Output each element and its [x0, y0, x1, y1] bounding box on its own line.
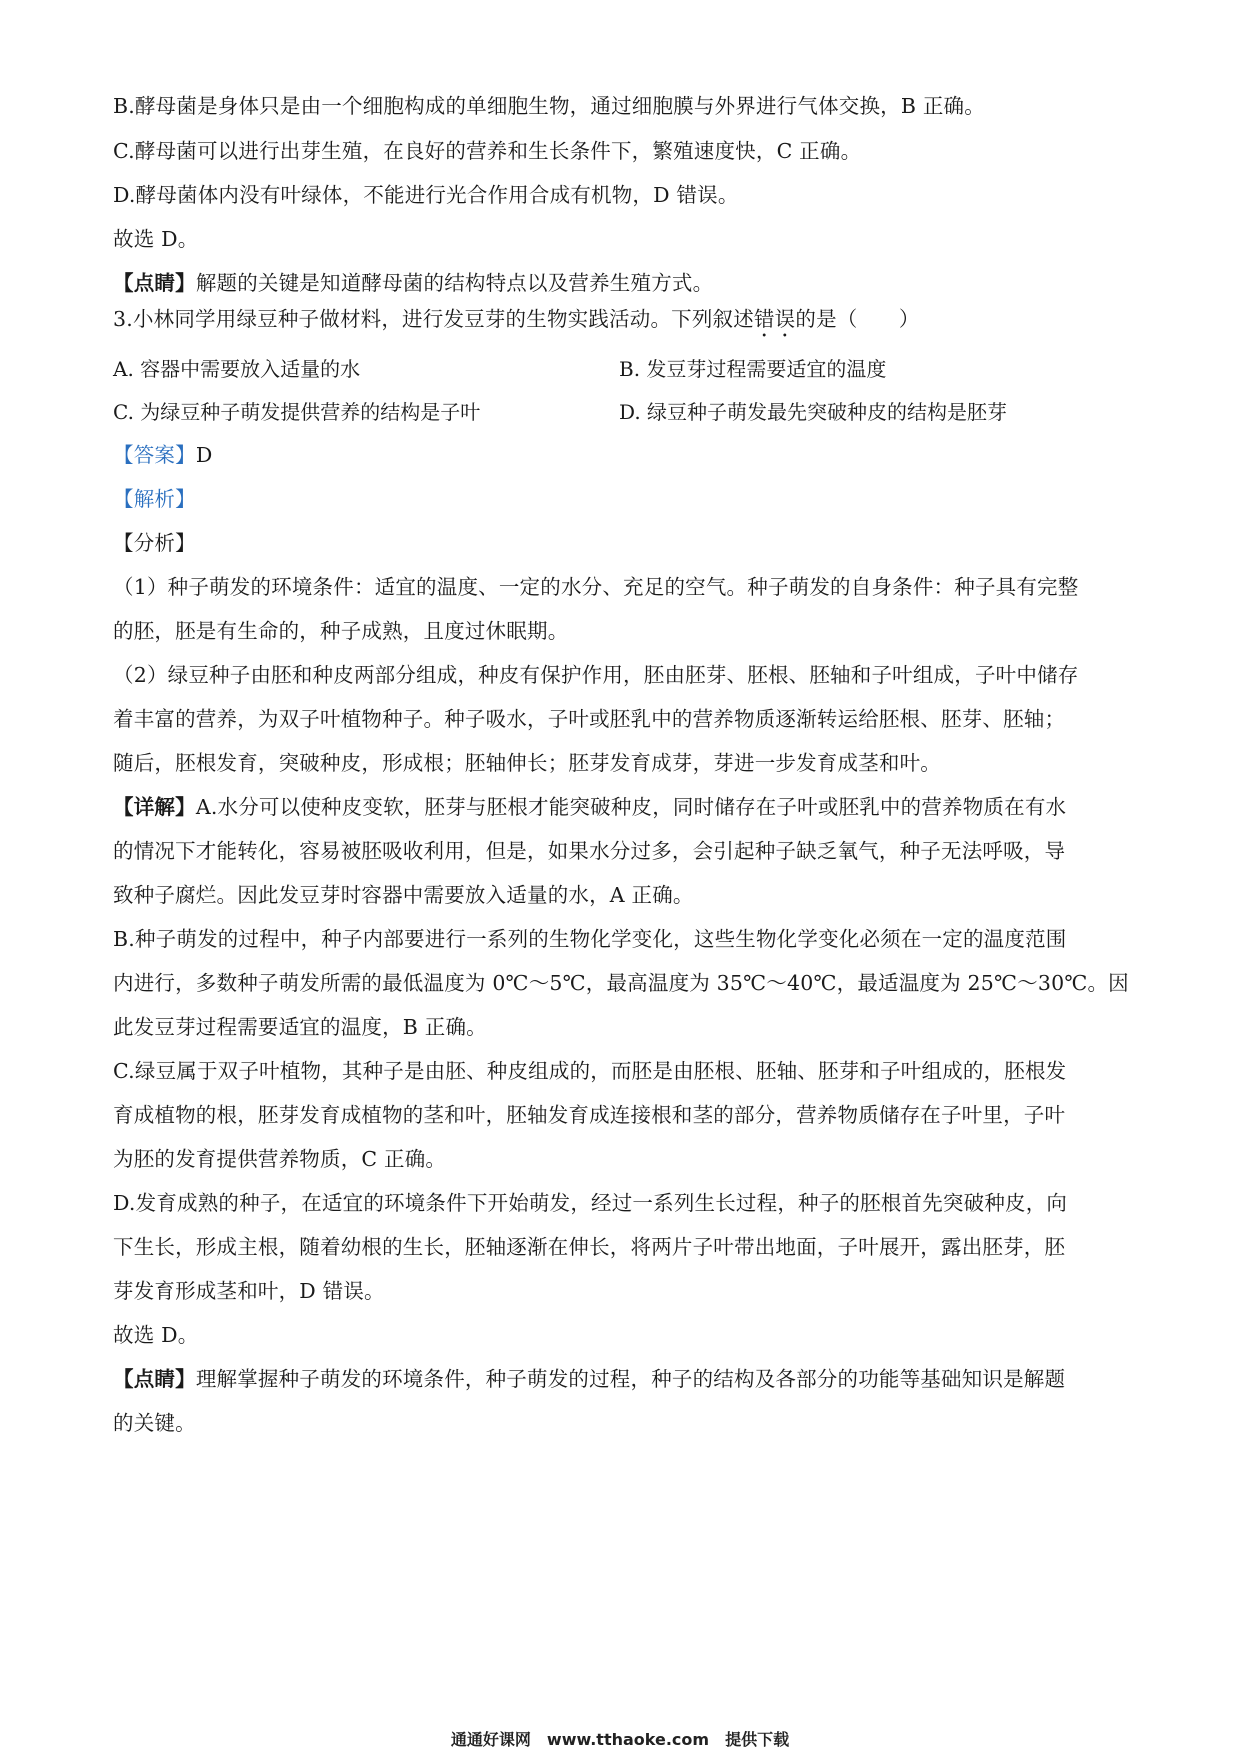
answer-value: D: [195, 443, 213, 467]
detail-conclusion: 故选 D。: [113, 1323, 199, 1347]
option-c: C. 为绿豆种子萌发提供营养的结构是子叶: [113, 400, 481, 424]
option-d: D. 绿豆种子萌发最先突破种皮的结构是胚芽: [619, 400, 1008, 424]
analysis-p2-line2: 着丰富的营养，为双子叶植物种子。种子吸水，子叶或胚乳中的营养物质逐渐转运给胚根、胚芽、胚轴；: [113, 707, 1066, 731]
detail-d-line3: 芽发育形成茎和叶，D 错误。: [113, 1279, 385, 1303]
detail-a-text1: A.水分可以使种皮变软，胚芽与胚根才能突破种皮，同时储存在子叶或胚乳中的营养物质在有水: [195, 795, 1067, 819]
option-b-explanation: B.酵母菌是身体只是由一个细胞构成的单细胞生物，通过细胞膜与外界进行气体交换，B 正确。: [113, 94, 985, 118]
analysis-p1-line1: （1）种子萌发的环境条件：适宜的温度、一定的水分、充足的空气。种子萌发的自身条件：种子具有完整: [113, 575, 1079, 599]
detail-a-line3: 致种子腐烂。因此发豆芽时容器中需要放入适量的水，A 正确。: [113, 883, 694, 907]
detail-c-line1: C.绿豆属于双子叶植物，其种子是由胚、种皮组成的，而胚是由胚根、胚轴、胚芽和子叶组成的，胚根发: [113, 1059, 1067, 1083]
analysis-p2-line3: 随后，胚根发育，突破种皮，形成根；胚轴伸长；胚芽发育成芽，芽进一步发育成茎和叶。: [113, 751, 941, 775]
question-3-stem: [113, 305, 920, 342]
analysis-p1-line2: 的胚，胚是有生命的，种子成熟，且度过休眠期。: [113, 619, 569, 643]
option-b: B. 发豆芽过程需要适宜的温度: [619, 357, 887, 381]
option-a: A. 容器中需要放入适量的水: [113, 357, 361, 381]
detail-d-line2: 下生长，形成主根，随着幼根的生长，胚轴逐渐在伸长，将两片子叶带出地面，子叶展开，露出胚芽，胚: [113, 1235, 1066, 1259]
question-3-emphasis: 错误: [753, 307, 796, 331]
detail-c-line3: 为胚的发育提供营养物质，C 正确。: [113, 1147, 447, 1171]
detail-d-line1: D.发育成熟的种子，在适宜的环境条件下开始萌发，经过一系列生长过程，种子的胚根首先突破种皮，向: [113, 1191, 1068, 1215]
jiexi-heading: 【解析】: [113, 487, 196, 511]
detail-b-line3: 此发豆芽过程需要适宜的温度，B 正确。: [113, 1015, 487, 1039]
answer-tag: 【答案】: [113, 443, 196, 467]
detail-c-line2: 育成植物的根，胚芽发育成植物的茎和叶，胚轴发育成连接根和茎的部分，营养物质储存在子叶里，子叶: [113, 1103, 1066, 1127]
detail-b-line2: 内进行，多数种子萌发所需的最低温度为 0℃～5℃，最高温度为 35℃～40℃，最适温度为 25℃～30℃。因: [113, 971, 1129, 995]
question-3-text-start: 3.小林同学用绿豆种子做材料，进行发豆芽的生物实践活动。下列叙述: [113, 307, 754, 331]
choose-answer-line: 故选 D。: [113, 227, 199, 251]
footer-url[interactable]: www.tthaoke.com: [546, 1730, 710, 1749]
option-d-explanation: D.酵母菌体内没有叶绿体，不能进行光合作用合成有机物，D 错误。: [113, 183, 739, 207]
footer-note: 提供下载: [725, 1730, 790, 1749]
key-point-line: [113, 269, 713, 297]
final-key-point-line2: 的关键。: [113, 1411, 196, 1435]
detail-b-line1: B.种子萌发的过程中，种子内部要进行一系列的生物化学变化，这些生物化学变化必须在一定的温度范围: [113, 927, 1067, 951]
footer-site-name: 通通好课网: [450, 1730, 531, 1749]
final-key-point-text1: 理解掌握种子萌发的环境条件，种子萌发的过程，种子的结构及各部分的功能等基础知识是解题: [195, 1367, 1066, 1391]
question-3-text-end: 的是（ ）: [795, 307, 920, 331]
answer-line: [113, 441, 212, 469]
detail-a-line1: [113, 793, 1066, 821]
option-c-explanation: C.酵母菌可以进行出芽生殖，在良好的营养和生长条件下，繁殖速度快，C 正确。: [113, 139, 862, 163]
detail-a-line2: 的情况下才能转化，容易被胚吸收利用，但是，如果水分过多，会引起种子缺乏氧气，种子无法呼吸，导: [113, 839, 1066, 863]
final-key-point-tag: 【点睛】: [113, 1367, 196, 1391]
page-footer: [0, 1729, 1240, 1751]
analysis-p2-line1: （2）绿豆种子由胚和种皮两部分组成，种皮有保护作用，胚由胚芽、胚根、胚轴和子叶组成，子叶中储存: [113, 663, 1079, 687]
key-point-tag: 【点睛】: [113, 271, 196, 295]
final-key-point-line1: [113, 1365, 1065, 1393]
fenxi-heading: 【分析】: [113, 531, 196, 555]
key-point-text: 解题的关键是知道酵母菌的结构特点以及营养生殖方式。: [195, 271, 714, 295]
detail-tag: 【详解】: [113, 795, 196, 819]
